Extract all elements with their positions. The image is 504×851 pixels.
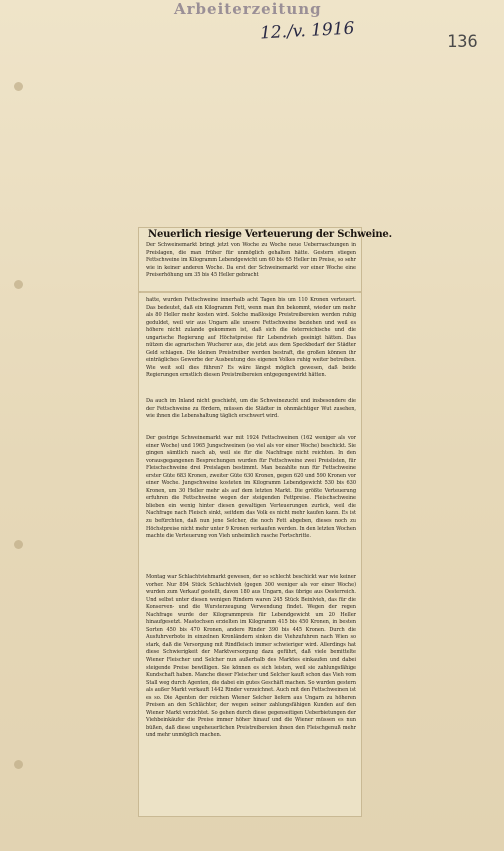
article-paragraph: Da auch im Inland nicht geschieht, um die Schweinezucht und insbesondere die der Fettschweine zu fördern, müssen die Städter in ohnmächtiger Wut zusehen, wie ihnen die Lebenshaltung täglich erschwert wird. <box>146 398 356 420</box>
article-headline: Neuerlich riesige Verteuerung der Schweine. <box>148 229 392 240</box>
binding-hole <box>14 540 23 549</box>
binding-holes <box>14 0 24 851</box>
article-paragraph: hatte, wurden Fettschweine innerhalb acht Tagen bis um 110 Kronen verteuert. Das bedeutet, daß ein Kilogramm Fett, wenn man ihn bekommt, wieder um mehr als 80 Heller mehr kosten wird. Solche maßlosige Preistreibereien werden ruhig geduldet, weil wir aus Ungarn alle unsere Fettschweine beziehen und weil es höhere nicht zulande gekommen ist, daß sich die österreichische und die ungarische Regierung auf Höchstpreise für Lebendvieh geeinigt hätten. Das nützen die agrarischen Wucherer aus, die jetzt aus dem Speckbedarf der Städter Geld schlagen. Die kleinen Preistreiber werden bestraft, die großen können ihr einträgliches Gewerbe der Ausbeutung des eigenen Volkes ruhig weiter betreiben. Wie weit soll dies führen? Es wäre längst möglich gewesen, daß beide Regierungen ernstlich diesen Preistreibereien entgegengewirkt hätten. <box>146 297 356 379</box>
clipping-seam <box>141 291 359 293</box>
binding-hole <box>14 760 23 769</box>
binding-hole <box>14 280 23 289</box>
article-paragraph: Montag war Schlachtviehmarkt gewesen, der so schlecht beschickt war wie keiner vorher. Nur 894 Stück Schlachtvieh (gegen 300 weniger als vor einer Woche) wurden zum Verkauf gestellt, davon 180 aus Ungarn, das übrige aus Oesterreich. Und selbst unter diesen wenigen Rindern waren 245 Stück Beinlvieh, das für die Konserven- und die Wursterzeugung Verwendung findet. Wegen der regen Nachfrage wurde der Kilogrammpreis für Lebendgewicht um 20 Heller hinaufgesetzt. Mastochsen erzielten im Kilogramm 415 bis 450 Kronen, in besten Sorten 450 bis 470 Kronen, andere Rinder 390 bis 445 Kronen. Durch die Ausfuhrverbote in einzelnen Kronländern sinken die Viehzufuhren nach Wien so stark, daß die Versorgung mit Rindfleisch immer schwieriger wird. Allerdings hat diese Schwierigkeit der Marktversorgung dazu geführt, daß viele bemittelte Wiener Fleischer und Selcher nun außerhalb des Marktes einkaufen und dabei steigende Preise bewilligen. Sie können es sich leisten, weil sie zahlungsfähige Kundschaft haben. Manche dieser Fleischer und Selcher kauft schon das Vieh vom Stall weg durch Agenten, die dabei ein gutes Geschäft machen. So wurden gestern als außer Markt verkauft 1442 Rinder verzeichnet. Auch mit den Fettschweinen ist es so. Die Agenten der reichen Wiener Selcher liefern aus Ungarn zu höheren Preisen an den Schlächter, der wegen seiner zahlungsfähigen Kunden auf den Wiener Markt verzichtet. So gehen durch diese gegenseitigen Ueberbietungen der Viehbeinkäufer die Preise immer höher hinauf und die Wiener müssen es nun büßen, daß diese ungeheuerlichen Preistreibereien ihnen den Fleischgenuß mehr und mehr unmöglich machen. <box>146 574 356 739</box>
page-number: 136 <box>447 32 478 52</box>
binding-hole <box>14 82 23 91</box>
article-paragraph: Der Schweinemarkt bringt jetzt von Woche zu Woche neue Ueberraschungen in Preislagen, die man früher für unmöglich gehalten hätte. Gestern stiegen Fettschweine im Kilogramm Lebendgewicht um 60 bis 65 Heller im Preise, so sehr wie in keiner anderen Woche. Da erst der Schweinemarkt vor einer Woche eine Preiserhöhung um 35 bis 45 Heller gebracht <box>146 242 356 279</box>
handwritten-date: 12./v. 1916 <box>259 18 355 44</box>
article-paragraph: Der gestrige Schweinemarkt war mit 1924 Fettschweinen (162 weniger als vor einer Woche) und 1965 Jungschweinen (so viel als vor einer Woche) beschickt. Sie gingen sämtlich rasch ab, weil sie für die Nachfrage nicht reichten. In den vorausgegangenen Besprechungen wurden für Fettschweine zwei Preislisten, für Fleischschweine drei Preislagen bestimmt. Man bezahlte nun für Fettschweine erster Güte 683 Kronen, zweiter Güte 630 Kronen, gegen 620 und 590 Kronen vor einer Woche. Jungschweine kosteten im Kilogramm Lebendgewicht 530 bis 630 Kronen, um 30 Heller mehr als auf dem letzten Markt. Die größte Verteuerung erfuhren die Fettschweine wegen der steigenden Fettpreise. Fleischschweine blieben ein wenig hinter diesen gewaltigen Verteuerungen zurück, weil die Nachfrage nach Fleisch sinkt, seitdem das Volk es nicht mehr kaufen kann. Es ist zu befürchten, daß nun jene Selcher, die noch Fett abgeben, dieses noch zu Höchstpreise nicht mehr unter 9 Kronen verkaufen werden. In den letzten Wochen machte die Verteuerung von Vieh unheimlich rasche Fortschritte. <box>146 435 356 540</box>
newspaper-stamp: Arbeiterzeitung <box>174 0 322 18</box>
